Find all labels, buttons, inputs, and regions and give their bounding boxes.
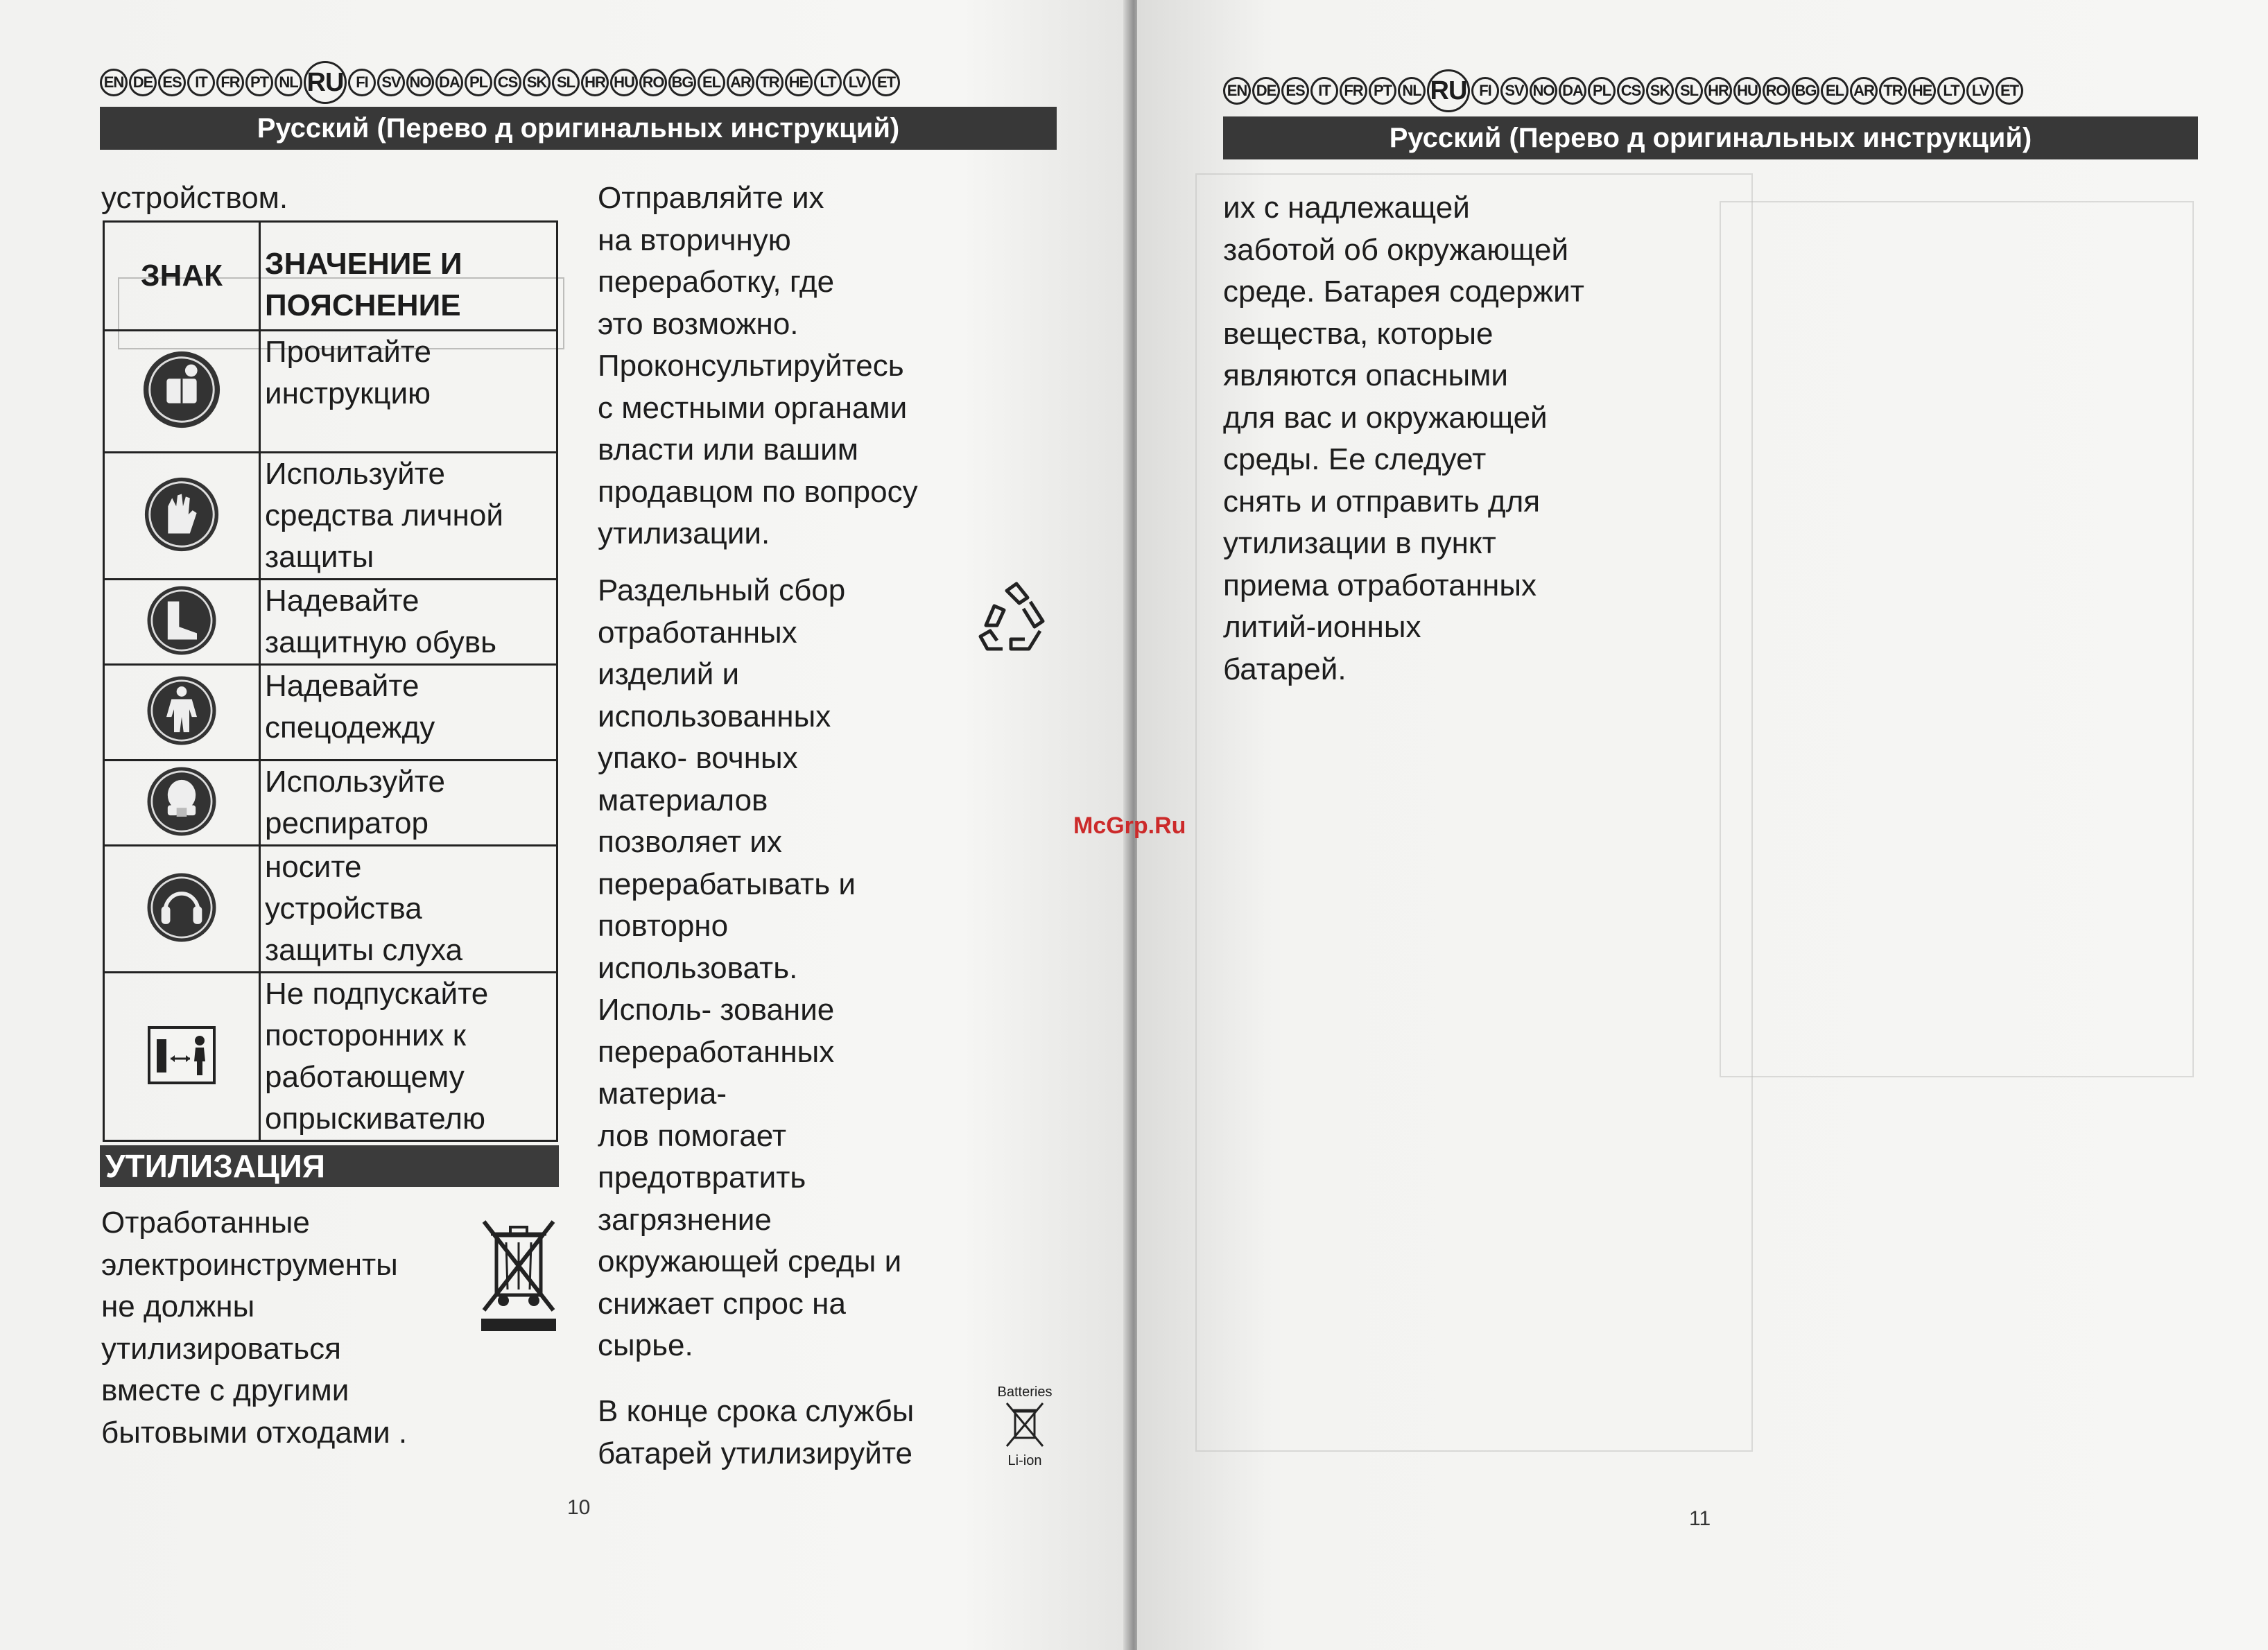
language-badge-de: DE <box>1252 77 1280 105</box>
language-badge-pt: PT <box>1369 77 1396 105</box>
table-row <box>104 846 557 973</box>
battery-disposal-symbol <box>992 1384 1058 1469</box>
table-row <box>104 761 557 846</box>
li-ion-label: Li-ion <box>1007 1453 1042 1468</box>
section-title: Русский (Перево д оригинальных инструкций) <box>1389 122 2032 153</box>
disposal-column-2: Отправляйте их на вторичную переработку, где это возможно. Проконсультируйтесь с местными органами власти или вашим продавцом по вопросу утилизации. <box>598 181 918 550</box>
language-badge-en: EN <box>100 69 128 96</box>
language-badge-et: ET <box>872 69 900 96</box>
table-cell: Надевайте спецодежду <box>260 665 557 761</box>
recycling-text: Раздельный сбор отработанных изделий и использованных упако- вочных материалов позволяет их перерабатывать и повторно использовать. Исполь- зование переработанных материа- лов помогает предотвратить загрязнение окружающей среды и снижает спрос на сырье. <box>598 573 902 1362</box>
page-number-right: 11 <box>1689 1507 1711 1530</box>
language-badge-ro: RO <box>1763 77 1790 105</box>
language-badge-lv: LV <box>1966 77 1994 105</box>
language-badge-pl: PL <box>1588 77 1616 105</box>
page-number-left: 10 <box>567 1496 591 1519</box>
language-badge-lt: LT <box>814 69 842 96</box>
section-title-bar <box>1223 116 2198 159</box>
language-badge-hu: HU <box>1733 77 1761 105</box>
language-badge-it: IT <box>1310 77 1338 105</box>
safety-boots-icon <box>144 582 220 659</box>
language-badge-sk: SK <box>523 69 551 96</box>
language-badge-de: DE <box>129 69 157 96</box>
language-badge-es: ES <box>1281 77 1309 105</box>
battery-text: В конце срока службы батарей утилизируйте <box>598 1394 915 1470</box>
language-badge-it: IT <box>187 69 215 96</box>
column-header-meaning: ЗНАЧЕНИЕ И ПОЯСНЕНИЕ <box>260 222 557 331</box>
table-header-row <box>104 222 557 331</box>
crossed-bin-small-icon <box>1004 1400 1046 1449</box>
table-row <box>104 453 557 580</box>
ear-protection-icon <box>144 869 220 946</box>
language-badge-ar: AR <box>727 69 754 96</box>
language-badge-nl: NL <box>1398 77 1426 105</box>
language-badge-sv: SV <box>1500 77 1528 105</box>
language-selector <box>100 61 900 104</box>
language-badge-ru: RU <box>304 61 347 104</box>
battery-continued-text: их с надлежащей заботой об окружающей среде. Батарея содержит вещества, которые являются опасными для вас и окружающей среды. Ее следует снять и отправить для утилизации в пункт приема отработанных литий-ионных батарей. <box>1223 191 1584 686</box>
disposal-heading: УТИЛИЗАЦИЯ <box>100 1145 559 1187</box>
table-row <box>104 580 557 665</box>
table-row <box>104 331 557 453</box>
read-manual-icon <box>141 349 223 431</box>
language-badge-cs: CS <box>494 69 521 96</box>
disposal-text: Отработанные электроинструменты не должны утилизироваться вместе с другими бытовыми отходами . <box>101 1206 408 1450</box>
language-badge-sl: SL <box>552 69 580 96</box>
right-page <box>1137 0 2268 1650</box>
language-badge-lt: LT <box>1937 77 1965 105</box>
language-badge-he: HE <box>1908 77 1936 105</box>
language-badge-es: ES <box>158 69 186 96</box>
language-badge-he: HE <box>785 69 813 96</box>
language-badge-sl: SL <box>1675 77 1703 105</box>
overalls-icon <box>144 672 220 749</box>
language-badge-fr: FR <box>1340 77 1367 105</box>
column-header-sign: ЗНАК <box>104 222 260 331</box>
batteries-label: Batteries <box>997 1384 1053 1400</box>
gloves-icon <box>141 474 223 555</box>
language-badge-hr: HR <box>1704 77 1732 105</box>
language-badge-hu: HU <box>610 69 638 96</box>
table-cell: Используйте респиратор <box>260 761 557 846</box>
language-badge-ru: RU <box>1427 69 1470 112</box>
language-badge-et: ET <box>1996 77 2023 105</box>
language-selector <box>1223 69 2023 112</box>
language-badge-fi: FI <box>348 69 376 96</box>
language-badge-da: DA <box>435 69 463 96</box>
respirator-icon <box>144 763 220 840</box>
language-badge-el: EL <box>698 69 725 96</box>
language-badge-en: EN <box>1223 77 1251 105</box>
bleed-through-table <box>1720 201 2194 1077</box>
language-badge-tr: TR <box>1879 77 1907 105</box>
section-title-bar <box>100 107 1057 150</box>
language-badge-el: EL <box>1821 77 1849 105</box>
language-badge-pt: PT <box>245 69 273 96</box>
language-badge-hr: HR <box>581 69 609 96</box>
language-badge-sk: SK <box>1646 77 1674 105</box>
symbols-table <box>103 220 558 1142</box>
language-badge-bg: BG <box>668 69 696 96</box>
table-cell: Используйте средства личной защиты <box>260 453 557 580</box>
language-badge-lv: LV <box>843 69 871 96</box>
table-row <box>104 665 557 761</box>
table-cell: Надевайте защитную обувь <box>260 580 557 665</box>
language-badge-no: NO <box>406 69 434 96</box>
language-badge-fr: FR <box>216 69 244 96</box>
section-title: Русский (Перево д оригинальных инструкций) <box>257 112 900 144</box>
language-badge-da: DA <box>1559 77 1586 105</box>
table-cell: носите устройства защиты слуха <box>260 846 557 973</box>
language-badge-ro: RO <box>639 69 667 96</box>
language-badge-bg: BG <box>1792 77 1819 105</box>
keep-bystanders-away-icon <box>147 1025 216 1085</box>
recycle-icon <box>973 577 1059 663</box>
language-badge-fi: FI <box>1471 77 1499 105</box>
table-cell: Не подпускайте посторонних к работающему опрыскивателю <box>260 973 557 1141</box>
language-badge-cs: CS <box>1617 77 1645 105</box>
crossed-bin-icon <box>477 1215 560 1332</box>
table-row <box>104 973 557 1141</box>
language-badge-no: NO <box>1530 77 1557 105</box>
watermark: McGrp.Ru <box>1073 813 1186 839</box>
language-badge-tr: TR <box>756 69 784 96</box>
language-badge-ar: AR <box>1850 77 1878 105</box>
table-cell: Прочитайте инструкцию <box>260 331 557 453</box>
left-page <box>0 0 1130 1650</box>
language-badge-sv: SV <box>377 69 405 96</box>
language-badge-pl: PL <box>465 69 492 96</box>
intro-line: устройством. <box>101 181 288 215</box>
language-badge-nl: NL <box>275 69 302 96</box>
